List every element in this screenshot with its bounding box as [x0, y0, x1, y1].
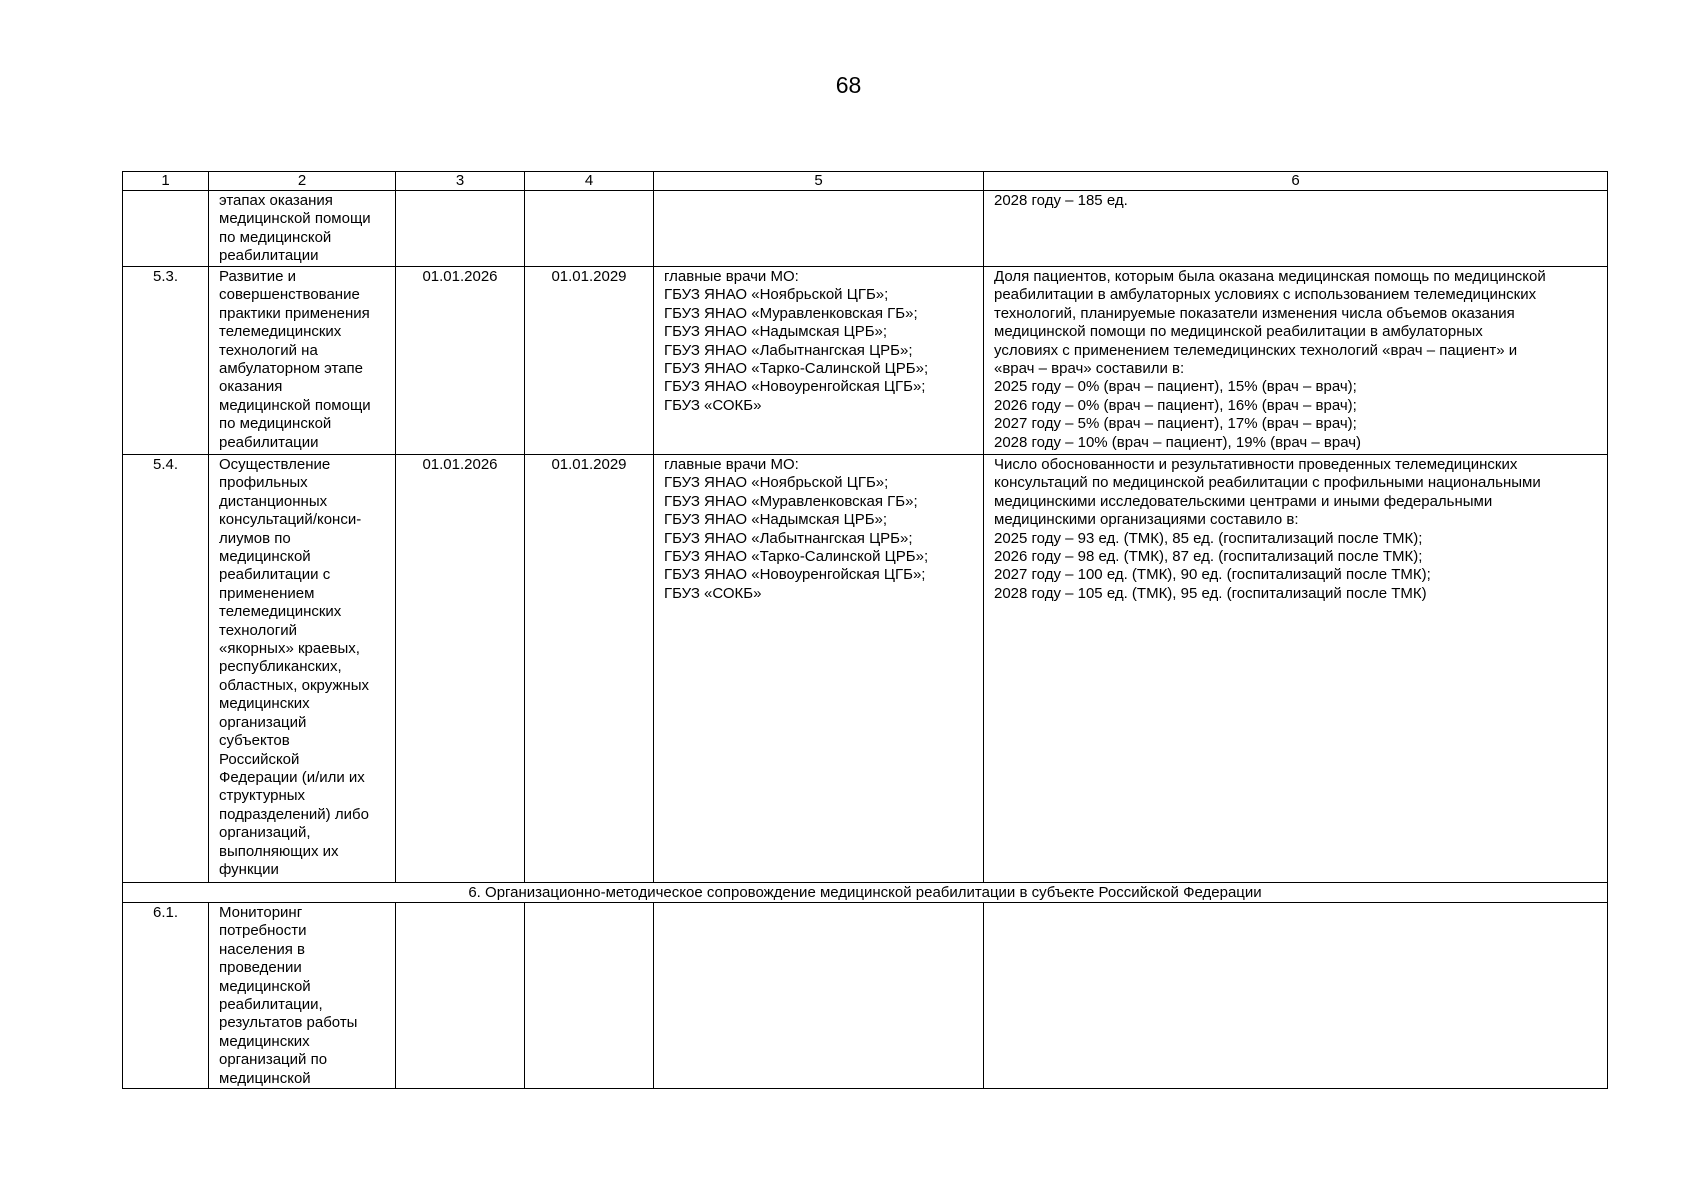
start-date: [396, 903, 525, 1089]
end-date: [525, 903, 654, 1089]
start-date: 01.01.2026: [396, 267, 525, 455]
activity-name: Развитие и совершенствование практики применения телемедицинских технологий на амбулаторном этапе оказания медицинской помощи по медицинской реабилитации: [209, 267, 396, 455]
start-date: 01.01.2026: [396, 455, 525, 883]
table-row: [123, 191, 1608, 267]
start-date: [396, 191, 525, 267]
section-row: [123, 883, 1608, 903]
expected-result: Число обоснованности и результативности проведенных телемедицинских консультаций по медицинской реабилитации с профильными национальными медицинскими исследовательскими центрами и иными федеральными медицинскими организациями составило в: 2025 году – 93 ед. (ТМК), 85 ед. (госпитализаций после ТМК); 2026 году – 98 ед. (ТМК), 87 ед. (госпитализаций после ТМК); 2027 году – 100 ед. (ТМК), 90 ед. (госпитализаций после ТМК); 2028 году – 105 ед. (ТМК), 95 ед. (госпитализаций после ТМК): [984, 455, 1608, 883]
activity-name: Осуществление профильных дистанционных консультаций/конси- лиумов по медицинской реабилитации с применением телемедицинских технологий «якорных» краевых, республиканских, областных, окружных медицинских организаций субъектов Российской Федерации (и/или их структурных подразделений) либо организаций, выполняющих их функции: [209, 455, 396, 883]
page-number: 68: [835, 72, 862, 98]
table-row: [123, 267, 1608, 455]
header-row: [123, 172, 1608, 191]
activity-name: Мониторинг потребности населения в проведении медицинской реабилитации, результатов работы медицинских организаций по медицинской: [209, 903, 396, 1089]
row-number: 6.1.: [123, 903, 209, 1089]
responsible: [654, 191, 984, 267]
activity-name: этапах оказания медицинской помощи по медицинской реабилитации: [209, 191, 396, 267]
expected-result: 2028 году – 185 ед.: [984, 191, 1608, 267]
responsible: главные врачи МО: ГБУЗ ЯНАО «Ноябрьской ЦГБ»; ГБУЗ ЯНАО «Муравленковская ГБ»; ГБУЗ ЯНАО «Надымская ЦРБ»; ГБУЗ ЯНАО «Лабытнангская ЦРБ»; ГБУЗ ЯНАО «Тарко-Салинской ЦРБ»; ГБУЗ ЯНАО «Новоуренгойская ЦГБ»; ГБУЗ «СОКБ»: [654, 267, 984, 455]
responsible: [654, 903, 984, 1089]
end-date: [525, 191, 654, 267]
header-cell-2: 2: [209, 172, 396, 191]
activities-table: [122, 171, 1608, 1089]
header-cell-4: 4: [525, 172, 654, 191]
end-date: 01.01.2029: [525, 455, 654, 883]
row-number: 5.3.: [123, 267, 209, 455]
end-date: 01.01.2029: [525, 267, 654, 455]
table-row: [123, 903, 1608, 1089]
header-cell-5: 5: [654, 172, 984, 191]
row-number: [123, 191, 209, 267]
section-title: 6. Организационно-методическое сопровождение медицинской реабилитации в субъекте Российской Федерации: [123, 883, 1608, 903]
header-cell-3: 3: [396, 172, 525, 191]
expected-result: [984, 903, 1608, 1089]
row-number: 5.4.: [123, 455, 209, 883]
expected-result: Доля пациентов, которым была оказана медицинская помощь по медицинской реабилитации в амбулаторных условиях с использованием телемедицинских технологий, планируемые показатели изменения числа объемов оказания медицинской помощи по медицинской реабилитации в амбулаторных условиях с применением телемедицинских технологий «врач – пациент» и «врач – врач» составили в: 2025 году – 0% (врач – пациент), 15% (врач – врач); 2026 году – 0% (врач – пациент), 16% (врач – врач); 2027 году – 5% (врач – пациент), 17% (врач – врач); 2028 году – 10% (врач – пациент), 19% (врач – врач): [984, 267, 1608, 455]
header-cell-1: 1: [123, 172, 209, 191]
table-row: [123, 455, 1608, 883]
responsible: главные врачи МО: ГБУЗ ЯНАО «Ноябрьской ЦГБ»; ГБУЗ ЯНАО «Муравленковская ГБ»; ГБУЗ ЯНАО «Надымская ЦРБ»; ГБУЗ ЯНАО «Лабытнангская ЦРБ»; ГБУЗ ЯНАО «Тарко-Салинской ЦРБ»; ГБУЗ ЯНАО «Новоуренгойская ЦГБ»; ГБУЗ «СОКБ»: [654, 455, 984, 883]
header-cell-6: 6: [984, 172, 1608, 191]
